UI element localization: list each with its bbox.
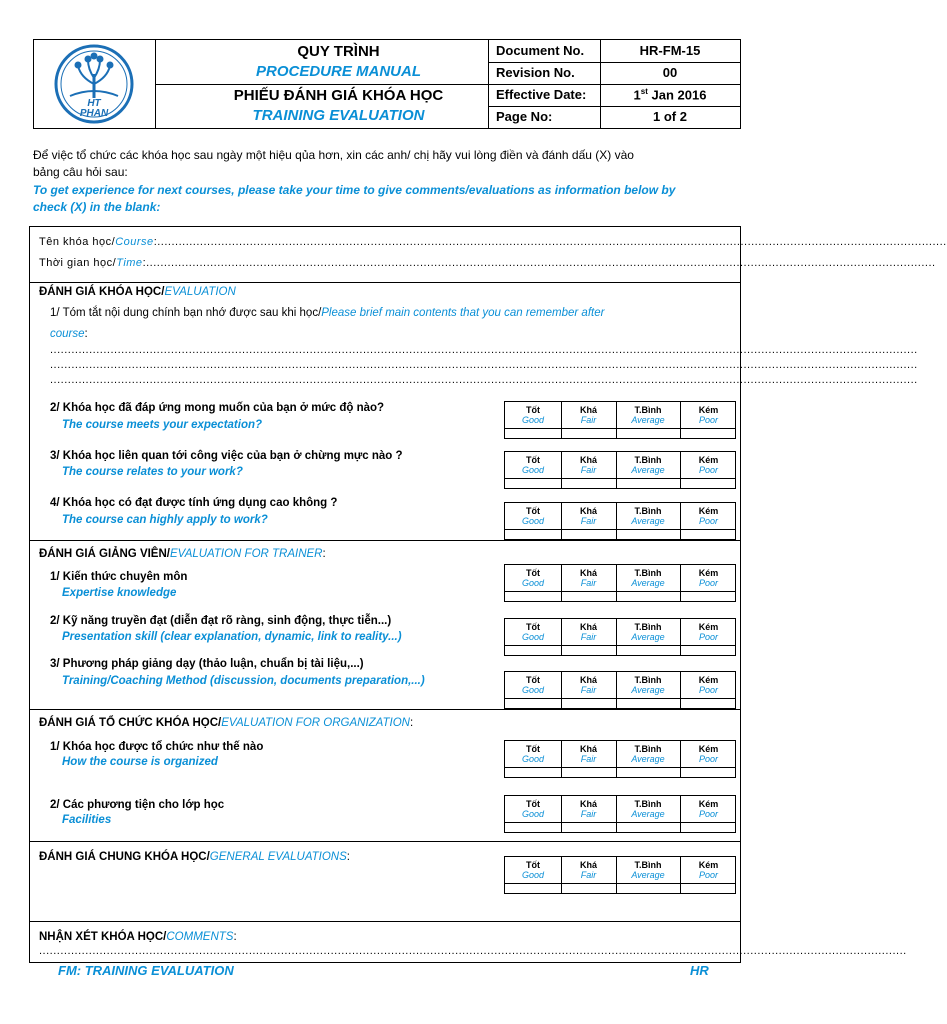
rating-label-en: Fair <box>580 415 597 425</box>
rating-checkbox[interactable] <box>616 479 680 489</box>
question-expertise: 1/ Kiến thức chuyên môn <box>50 571 188 583</box>
rating-label-en: Poor <box>698 465 718 475</box>
effective-date-label: Effective Date: <box>496 87 587 102</box>
question-brief-contents-cont: course: <box>50 328 88 340</box>
rating-grid-presentation <box>504 618 736 656</box>
course-name-field[interactable]: Tên khóa học/Course:.............................................................................................................................................................................................................................. <box>39 236 947 248</box>
title-en: PROCEDURE MANUAL <box>256 63 421 80</box>
rating-header <box>616 796 680 822</box>
rating-label-en: Good <box>521 516 545 526</box>
rating-label-en: Good <box>521 870 545 880</box>
rating-label-en: Good <box>521 754 545 764</box>
rating-checkbox[interactable] <box>505 768 561 778</box>
rating-checkbox[interactable] <box>505 479 561 489</box>
rating-label-en: Poor <box>698 578 718 588</box>
question-method-en: Training/Coaching Method (discussion, documents preparation,...) <box>62 675 425 687</box>
question-relates-work: 3/ Khóa học liên quan tới công việc của bạn ở chừng mực nào ? <box>50 450 403 462</box>
revision-no-value: 00 <box>662 65 678 80</box>
question-organized-en: How the course is organized <box>62 756 218 768</box>
rating-checkbox[interactable] <box>680 699 737 709</box>
rating-checkbox[interactable] <box>561 768 616 778</box>
rating-checkbox[interactable] <box>616 768 680 778</box>
divider <box>29 709 741 710</box>
rating-grid-organized <box>504 740 736 778</box>
rating-checkbox[interactable] <box>680 823 737 833</box>
rating-label-en: Poor <box>698 870 718 880</box>
rating-label-en: Average <box>631 415 665 425</box>
rating-header <box>680 796 737 822</box>
rating-label-vn: Khá <box>579 405 597 415</box>
question-facilities: 2/ Các phương tiện cho lớp học <box>50 799 225 811</box>
rating-label-en: Poor <box>698 809 718 819</box>
rating-checkbox[interactable] <box>561 530 616 540</box>
intro-vn <box>33 147 753 181</box>
rating-label-en: Average <box>631 516 665 526</box>
rating-label-vn: Khá <box>579 860 597 870</box>
contents-line-3[interactable]: .................................................................................................................................................................................................................................................... <box>50 374 918 386</box>
rating-label-en: Average <box>631 809 665 819</box>
rating-label-en: Average <box>631 870 665 880</box>
rating-header <box>616 452 680 478</box>
effective-date-value: 1st Jan 2016 <box>633 87 707 103</box>
section-general-eval-title: ĐÁNH GIÁ CHUNG KHÓA HỌC/GENERAL EVALUATIONS: <box>39 851 350 863</box>
rating-label-en: Poor <box>698 632 718 642</box>
rating-header <box>561 741 616 767</box>
rating-header <box>561 402 616 428</box>
rating-checkbox[interactable] <box>680 768 737 778</box>
intro-en <box>33 182 753 216</box>
rating-checkbox[interactable] <box>616 530 680 540</box>
rating-checkbox[interactable] <box>561 479 616 489</box>
divider <box>29 282 741 283</box>
rating-checkbox[interactable] <box>680 429 737 439</box>
rating-checkbox[interactable] <box>561 592 616 602</box>
contents-line-1[interactable]: .................................................................................................................................................................................................................................................... <box>50 344 918 356</box>
rating-label-vn: T.Bình <box>634 405 662 415</box>
rating-label-vn: T.Bình <box>634 568 662 578</box>
footer-form-name: FM: TRAINING EVALUATION <box>58 963 234 978</box>
question-expectation: 2/ Khóa học đã đáp ứng mong muốn của bạn ở mức độ nào? <box>50 402 385 414</box>
rating-label-vn: Khá <box>579 506 597 516</box>
course-time-field[interactable]: Thời gian học/Time:.............................................................................................................................................................................................................................. <box>39 257 936 269</box>
question-method: 3/ Phương pháp giảng dạy (thảo luận, chuẩn bị tài liệu,...) <box>50 658 364 670</box>
rating-label-en: Good <box>521 415 545 425</box>
intro-en-line1: To get experience for next courses, please take your time to give comments/evaluations as information below by <box>33 183 676 197</box>
rating-header <box>680 503 737 529</box>
footer-department: HR <box>690 963 709 978</box>
rating-label-vn: T.Bình <box>634 860 662 870</box>
rating-header <box>680 619 737 645</box>
rating-label-vn: Kém <box>698 799 719 809</box>
rating-label-vn: T.Bình <box>634 675 662 685</box>
rating-grid-general <box>504 856 736 894</box>
question-expertise-en: Expertise knowledge <box>62 587 177 599</box>
rating-label-en: Good <box>521 465 545 475</box>
rating-checkbox[interactable] <box>616 646 680 656</box>
rating-label-en: Poor <box>698 516 718 526</box>
rating-checkbox[interactable] <box>561 884 616 894</box>
rating-header <box>505 857 561 883</box>
question-organized: 1/ Khóa học được tổ chức như thế nào <box>50 741 264 753</box>
rating-label-vn: Tốt <box>526 455 540 465</box>
question-presentation-en: Presentation skill (clear explanation, dynamic, link to reality...) <box>62 631 402 643</box>
rating-label-vn: Kém <box>698 860 719 870</box>
question-expectation-en: The course meets your expectation? <box>62 419 263 431</box>
rating-label-vn: Kém <box>698 506 719 516</box>
rating-checkbox[interactable] <box>505 823 561 833</box>
rating-checkbox[interactable] <box>561 699 616 709</box>
rating-label-vn: Kém <box>698 568 719 578</box>
comments-line[interactable]: .................................................................................................................................................................................................................................................... <box>39 945 907 957</box>
rating-header <box>505 452 561 478</box>
rating-label-en: Fair <box>580 465 597 475</box>
rating-label-vn: Khá <box>579 744 597 754</box>
rating-header <box>616 741 680 767</box>
rating-header <box>561 619 616 645</box>
rating-label-en: Fair <box>580 685 597 695</box>
rating-grid-relates-work <box>504 451 736 489</box>
rating-checkbox[interactable] <box>680 884 737 894</box>
logo-text-phan: PHAN <box>79 108 109 119</box>
rating-checkbox[interactable] <box>680 592 737 602</box>
rating-header <box>561 672 616 698</box>
rating-header <box>680 402 737 428</box>
rating-label-en: Poor <box>698 685 718 695</box>
rating-header <box>680 672 737 698</box>
rating-header <box>505 402 561 428</box>
rating-label-vn: Tốt <box>526 744 540 754</box>
rating-header <box>616 503 680 529</box>
rating-label-vn: Khá <box>579 799 597 809</box>
question-facilities-en: Facilities <box>62 814 112 826</box>
rating-header <box>616 402 680 428</box>
rating-grid-apply-work <box>504 502 736 540</box>
rating-checkbox[interactable] <box>505 884 561 894</box>
rating-label-vn: Kém <box>698 622 719 632</box>
rating-header <box>680 857 737 883</box>
rating-checkbox[interactable] <box>561 646 616 656</box>
intro-en-line2: check (X) in the blank: <box>33 200 161 214</box>
rating-checkbox[interactable] <box>561 823 616 833</box>
rating-header <box>505 672 561 698</box>
rating-label-vn: Khá <box>579 568 597 578</box>
rating-label-en: Fair <box>580 809 597 819</box>
revision-no-label: Revision No. <box>496 65 575 80</box>
rating-checkbox[interactable] <box>616 592 680 602</box>
rating-label-en: Average <box>631 578 665 588</box>
rating-checkbox[interactable] <box>616 884 680 894</box>
form-title-vn: PHIẾU ĐÁNH GIÁ KHÓA HỌC <box>233 87 444 104</box>
rating-header <box>505 503 561 529</box>
question-relates-work-en: The course relates to your work? <box>62 466 243 478</box>
divider <box>29 540 741 541</box>
logo-text-ht: HT <box>87 98 101 109</box>
rating-label-en: Fair <box>580 754 597 764</box>
rating-label-vn: Tốt <box>526 799 540 809</box>
rating-label-vn: Tốt <box>526 405 540 415</box>
rating-header <box>561 565 616 591</box>
intro-vn-line2: bảng câu hỏi sau: <box>33 165 128 179</box>
rating-checkbox[interactable] <box>680 646 737 656</box>
rating-header <box>616 619 680 645</box>
rating-checkbox[interactable] <box>505 429 561 439</box>
rating-header <box>505 741 561 767</box>
rating-label-en: Good <box>521 685 545 695</box>
rating-header <box>561 796 616 822</box>
rating-header <box>561 503 616 529</box>
rating-header <box>505 565 561 591</box>
rating-label-en: Average <box>631 685 665 695</box>
rating-label-vn: Tốt <box>526 675 540 685</box>
rating-header <box>680 452 737 478</box>
divider <box>29 921 741 922</box>
rating-checkbox[interactable] <box>680 479 737 489</box>
rating-label-en: Fair <box>580 870 597 880</box>
rating-label-vn: Kém <box>698 405 719 415</box>
title-vn: QUY TRÌNH <box>297 43 380 60</box>
rating-header <box>616 672 680 698</box>
rating-checkbox[interactable] <box>505 646 561 656</box>
rating-label-vn: Kém <box>698 744 719 754</box>
rating-label-en: Good <box>521 809 545 819</box>
rating-header <box>505 619 561 645</box>
section-comments-title: NHẬN XÉT KHÓA HỌC/COMMENTS: <box>39 931 237 943</box>
rating-label-vn: Tốt <box>526 506 540 516</box>
rating-label-en: Good <box>521 632 545 642</box>
rating-checkbox[interactable] <box>505 530 561 540</box>
section-course-eval-title: ĐÁNH GIÁ KHÓA HỌC/EVALUATION <box>39 286 236 298</box>
question-apply-work: 4/ Khóa học có đạt được tính ứng dụng cao không ? <box>50 497 338 509</box>
document-no-value: HR-FM-15 <box>639 43 701 58</box>
rating-label-vn: T.Bình <box>634 622 662 632</box>
rating-checkbox[interactable] <box>680 530 737 540</box>
contents-line-2[interactable]: .................................................................................................................................................................................................................................................... <box>50 359 918 371</box>
rating-checkbox[interactable] <box>616 823 680 833</box>
rating-label-vn: Kém <box>698 675 719 685</box>
page-no-label: Page No: <box>496 109 553 124</box>
form-title-en: TRAINING EVALUATION <box>252 107 425 124</box>
rating-checkbox[interactable] <box>505 699 561 709</box>
rating-label-vn: T.Bình <box>634 455 662 465</box>
rating-label-en: Average <box>631 465 665 475</box>
rating-grid-expectation <box>504 401 736 439</box>
rating-header <box>561 452 616 478</box>
rating-label-vn: T.Bình <box>634 744 662 754</box>
rating-label-en: Fair <box>580 632 597 642</box>
rating-header <box>505 796 561 822</box>
question-presentation: 2/ Kỹ năng truyền đạt (diễn đạt rõ ràng, sinh động, thực tiễn...) <box>50 615 392 627</box>
rating-label-vn: Khá <box>579 622 597 632</box>
rating-header <box>680 565 737 591</box>
company-logo <box>34 40 155 128</box>
rating-label-en: Fair <box>580 578 597 588</box>
rating-label-en: Poor <box>698 415 718 425</box>
rating-grid-expertise <box>504 564 736 602</box>
rating-grid-method <box>504 671 736 709</box>
section-trainer-eval-title: ĐÁNH GIÁ GIẢNG VIÊN/EVALUATION FOR TRAINER: <box>39 548 326 560</box>
intro-vn-line1: Để việc tổ chức các khóa học sau ngày một hiệu qủa hơn, xin các anh/ chị hãy vui lòng điền và đánh dấu (X) vào <box>33 148 634 162</box>
rating-label-vn: Kém <box>698 455 719 465</box>
rating-label-en: Average <box>631 754 665 764</box>
rating-label-vn: Tốt <box>526 860 540 870</box>
rating-header <box>561 857 616 883</box>
rating-label-vn: Khá <box>579 455 597 465</box>
rating-label-vn: T.Bình <box>634 799 662 809</box>
rating-checkbox[interactable] <box>561 429 616 439</box>
rating-label-vn: Tốt <box>526 568 540 578</box>
rating-header <box>616 565 680 591</box>
page-no-value: 1 of 2 <box>653 109 687 124</box>
rating-label-en: Poor <box>698 754 718 764</box>
rating-header <box>680 741 737 767</box>
rating-checkbox[interactable] <box>505 592 561 602</box>
rating-label-vn: Tốt <box>526 622 540 632</box>
rating-label-vn: T.Bình <box>634 506 662 516</box>
question-brief-contents: 1/ Tóm tắt nội dung chính bạn nhớ được sau khi học/Please brief main contents that you can remember after <box>50 307 605 319</box>
document-no-label: Document No. <box>496 43 585 58</box>
rating-label-en: Average <box>631 632 665 642</box>
section-org-eval-title: ĐÁNH GIÁ TỔ CHỨC KHÓA HỌC/EVALUATION FOR ORGANIZATION: <box>39 717 414 729</box>
rating-checkbox[interactable] <box>616 699 680 709</box>
question-apply-work-en: The course can highly apply to work? <box>62 514 268 526</box>
divider <box>29 841 741 842</box>
rating-label-en: Good <box>521 578 545 588</box>
rating-checkbox[interactable] <box>616 429 680 439</box>
rating-label-vn: Khá <box>579 675 597 685</box>
rating-header <box>616 857 680 883</box>
rating-label-en: Fair <box>580 516 597 526</box>
rating-grid-facilities <box>504 795 736 833</box>
